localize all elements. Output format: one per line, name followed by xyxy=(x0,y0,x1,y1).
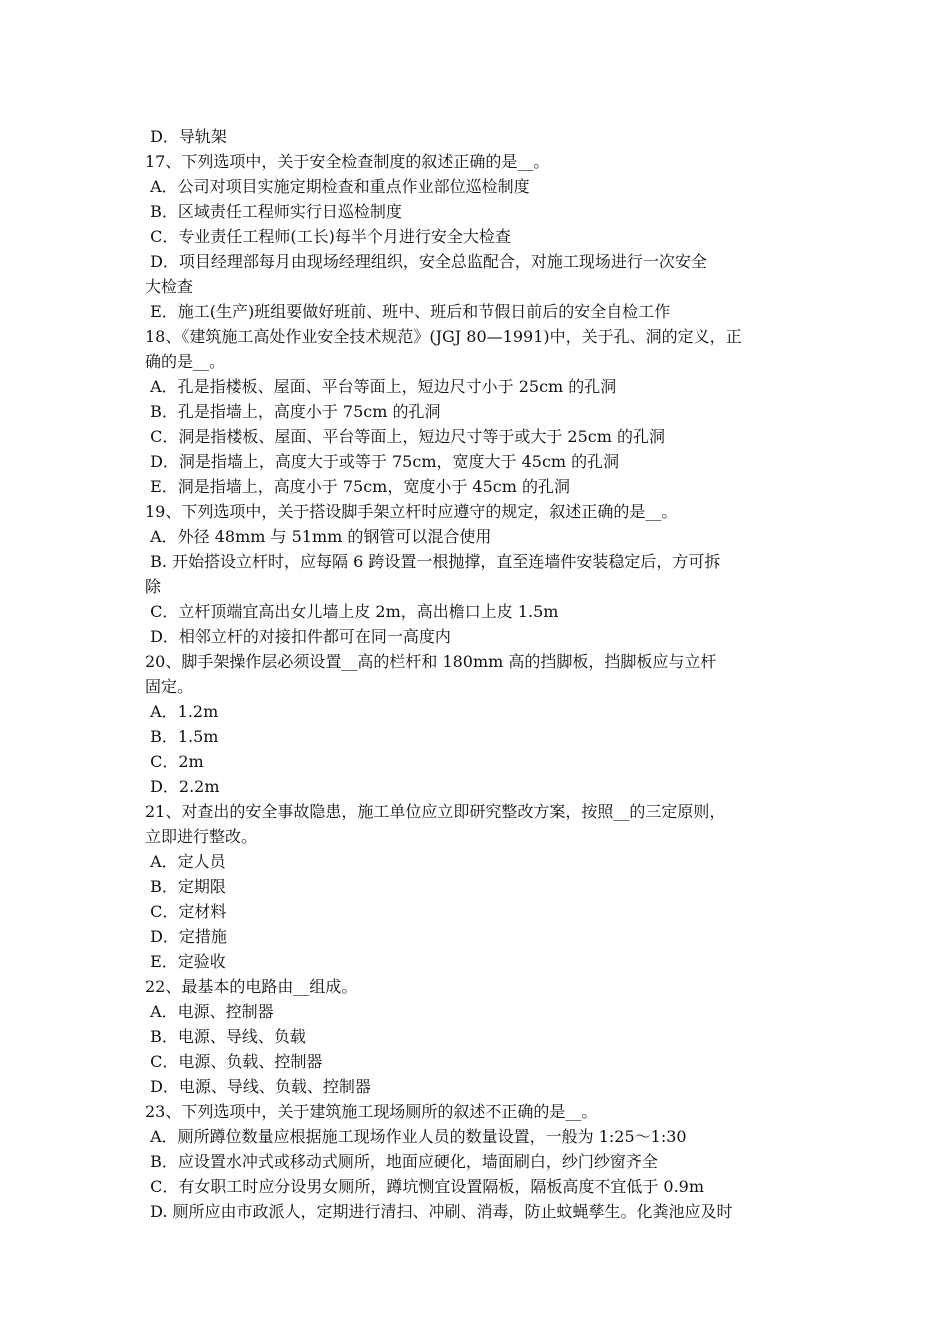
question-23: 23、下列选项中，关于建筑施工现场厕所的叙述不正确的是__。 xyxy=(145,1102,598,1121)
text-line: A．公司对项目实施定期检查和重点作业部位巡检制度 xyxy=(145,177,530,196)
text-line: D．电源、导线、负载、控制器 xyxy=(145,1077,371,1096)
text-line: A．定人员 xyxy=(145,852,226,871)
text-line: A．电源、控制器 xyxy=(145,1002,274,1021)
text-line: E．施工(生产)班组要做好班前、班中、班后和节假日前后的安全自检工作 xyxy=(145,302,671,321)
text-line: C．定材料 xyxy=(145,902,227,921)
text-line: 固定。 xyxy=(145,677,194,696)
text-line: C．有女职工时应分设男女厕所，蹲坑恻宜设置隔板，隔板高度不宜低于 0.9m xyxy=(145,1177,705,1196)
text-line: C．电源、负载、控制器 xyxy=(145,1052,323,1071)
text-line: D．导轨架 xyxy=(145,127,227,146)
text-line: D．2.2m xyxy=(145,777,220,796)
text-line: A．1.2m xyxy=(145,702,219,721)
question-17: 17、下列选项中，关于安全检查制度的叙述正确的是__。 xyxy=(145,152,550,171)
question-22: 22、最基本的电路由__组成。 xyxy=(145,977,358,996)
question-20: 20、脚手架操作层必须设置__高的栏杆和 180mm 高的挡脚板，挡脚板应与立杆 xyxy=(145,652,717,671)
text-line: 大检查 xyxy=(145,277,194,296)
document-page xyxy=(145,124,810,1224)
text-line: E．洞是指墙上，高度小于 75cm，宽度小于 45cm 的孔洞 xyxy=(145,477,571,496)
text-line: D．洞是指墙上，高度大于或等于 75cm，宽度大于 45cm 的孔洞 xyxy=(145,452,620,471)
text-line: C．2m xyxy=(145,752,204,771)
text-line: D．相邻立杆的对接扣件都可在同一高度内 xyxy=(145,627,451,646)
text-line: 立即进行整改。 xyxy=(145,827,258,846)
text-line: B．1.5m xyxy=(145,727,219,746)
text-line: C．洞是指楼板、屋面、平台等面上，短边尺寸等于或大于 25cm 的孔洞 xyxy=(145,427,665,446)
text-line: A．厕所蹲位数量应根据施工现场作业人员的数量设置，一般为 1:25～1:30 xyxy=(145,1127,687,1146)
text-line: B．应设置水冲式或移动式厕所，地面应硬化，墙面刷白，纱门纱窗齐全 xyxy=(145,1152,658,1171)
text-line: D．项目经理部每月由现场经理组织，安全总监配合，对施工现场进行一次安全 xyxy=(145,252,707,271)
text-line: A．孔是指楼板、屋面、平台等面上，短边尺寸小于 25cm 的孔洞 xyxy=(145,377,617,396)
text-line: E．定验收 xyxy=(145,952,226,971)
text-line: D．定措施 xyxy=(145,927,227,946)
text-line: B．孔是指墙上，高度小于 75cm 的孔洞 xyxy=(145,402,441,421)
text-line: D. 厕所应由市政派人，定期进行清扫、冲刷、消毒，防止蚊蝇孳生。化粪池应及时 xyxy=(145,1202,733,1221)
text-line: C．立杆顶端宜高出女儿墙上皮 2m，高出檐口上皮 1.5m xyxy=(145,602,559,621)
text-line: B．定期限 xyxy=(145,877,226,896)
text-line: C．专业责任工程师(工长)每半个月进行安全大检查 xyxy=(145,227,511,246)
text-line: 确的是__。 xyxy=(145,352,226,371)
text-line: B．电源、导线、负载 xyxy=(145,1027,306,1046)
question-18: 18、《建筑施工高处作业安全技术规范》(JGJ 80—1991)中，关于孔、洞的定义，正 xyxy=(145,327,742,346)
text-line: B．区域责任工程师实行日巡检制度 xyxy=(145,202,402,221)
text-line: 除 xyxy=(145,577,162,596)
question-19: 19、下列选项中，关于搭设脚手架立杆时应遵守的规定，叙述正确的是__。 xyxy=(145,502,678,521)
question-21: 21、对查出的安全事故隐患，施工单位应立即研究整改方案，按照__的三定原则， xyxy=(145,802,726,821)
text-line: B. 开始搭设立杆时，应每隔 6 跨设置一根抛撑，直至连墙件安装稳定后，方可拆 xyxy=(145,552,721,571)
text-line: A．外径 48mm 与 51mm 的钢管可以混合使用 xyxy=(145,527,492,546)
